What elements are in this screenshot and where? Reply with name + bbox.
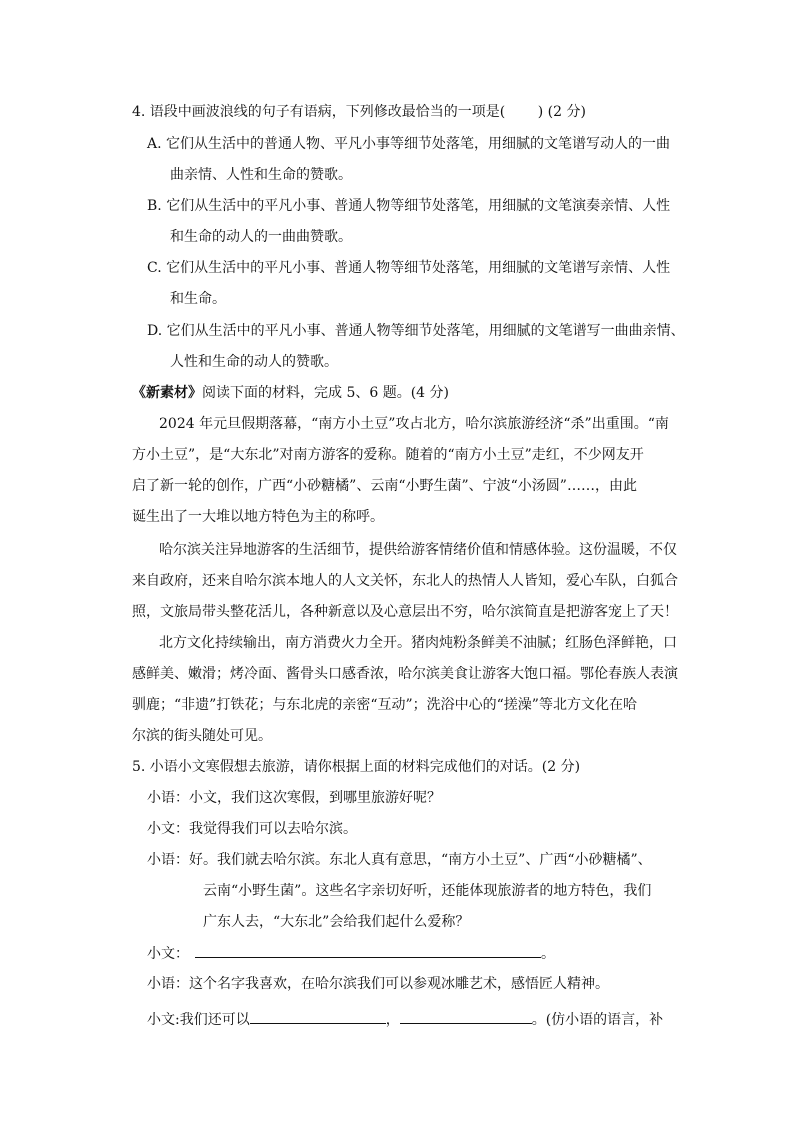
dialogue-6-mid: ，: [385, 1012, 400, 1028]
paragraph-2-line-3: 照，文旅局带头整花活儿，各种新意以及心意层出不穷，哈尔滨简直是把游客宠上了天！: [132, 604, 678, 620]
paragraph-3-line-3: 驯鹿；“非遗”打铁花；与东北虎的亲密“互动”；洗浴中心的“搓澡”等北方文化在哈: [132, 697, 637, 713]
answer-blank-2[interactable]: [250, 1009, 386, 1024]
paragraph-1-line-2: 方小土豆”，是“大东北”对南方游客的爱称。随着的“南方小土豆”走红，不少网友开: [132, 447, 644, 463]
dialogue-6-label: 小文:我们还可以: [147, 1012, 250, 1028]
option-b-line2: 和生命的动人的一曲曲赞歌。: [170, 229, 352, 245]
dialogue-line-2: 小文：我觉得我们可以去哈尔滨。: [147, 821, 357, 837]
option-d-line2: 人性和生命的动人的赞歌。: [170, 354, 338, 370]
option-a-line1: A. 它们从生活中的普通人物、平凡小事等细节处落笔，用细腻的文笔谱写动人的一曲: [147, 136, 671, 152]
option-a-line2: 曲亲情、人性和生命的赞歌。: [170, 167, 352, 183]
paragraph-1-line-4: 诞生出了一大堆以地方特色为主的称呼。: [132, 509, 384, 525]
paragraph-1-line-1: 2024 年元旦假期落幕，“南方小土豆”攻占北方，哈尔滨旅游经济“杀”出重围。“南: [159, 416, 669, 432]
dialogue-4-end: 。: [541, 946, 555, 962]
option-d-line1: D. 它们从生活中的平凡小事、普通人物等细节处落笔，用细腻的文笔谱写一曲曲亲情、: [147, 323, 685, 339]
question-4-stem: 4. 语段中画波浪线的句子有语病，下列修改最恰当的一项是( ) (2 分): [132, 104, 586, 120]
paragraph-3-line-2: 感鲜美、嫩滑；烤冷面、酱骨头口感香浓，哈尔滨美食让游客大饱口福。鄂伦春族人表演: [132, 666, 678, 682]
dialogue-line-3b: 云南“小野生菌”。这些名字亲切好听，还能体现旅游者的地方特色，我们: [203, 883, 652, 899]
question-5-stem: 5. 小语小文寒假想去旅游，请你根据上面的材料完成他们的对话。(2 分): [132, 759, 581, 775]
option-b-line1: B. 它们从生活中的平凡小事、普通人物等细节处落笔，用细腻的文笔演奏亲情、人性: [147, 198, 671, 214]
dialogue-line-3a: 小语：好。我们就去哈尔滨。东北人真有意思，“南方小土豆”、广西“小砂糖橘”、: [147, 852, 652, 868]
dialogue-line-1: 小语：小文，我们这次寒假，到哪里旅游好呢？: [147, 790, 441, 806]
paragraph-3-line-1: 北方文化持续输出，南方消费火力全开。猪肉炖粉条鲜美不油腻；红肠色泽鲜艳，口: [159, 635, 677, 651]
paragraph-2-line-1: 哈尔滨关注异地游客的生活细节，提供给游客情绪价值和情感体验。这份温暖，不仅: [159, 542, 677, 558]
answer-blank-1[interactable]: [195, 943, 541, 958]
option-c-line1: C. 它们从生活中的平凡小事、普通人物等细节处落笔，用细腻的文笔谱写亲情、人性: [147, 260, 671, 276]
material-heading: [132, 383, 449, 403]
option-c-line2: 和生命。: [170, 291, 226, 307]
answer-blank-3[interactable]: [400, 1009, 532, 1024]
paragraph-1-line-3: 启了新一轮的创作，广西“小砂糖橘”、云南“小野生菌”、宁波“小汤圆”……，由此: [132, 478, 637, 494]
dialogue-line-6: [147, 1009, 663, 1030]
dialogue-line-3c: 广东人去，“大东北”会给我们起什么爱称？: [203, 914, 470, 930]
dialogue-6-end: 。(仿小语的语言，补: [531, 1012, 664, 1028]
dialogue-4-label: 小文：: [147, 946, 189, 962]
dialogue-line-4: [147, 943, 555, 964]
paragraph-2-line-2: 来自政府，还来自哈尔滨本地人的人文关怀，东北人的热情人人皆知，爱心车队，白狐合: [132, 573, 678, 589]
dialogue-line-5: 小语：这个名字我喜欢，在哈尔滨我们可以参观冰雕艺术，感悟匠人精神。: [147, 976, 609, 992]
material-intro: 阅读下面的材料，完成 5、6 题。(4 分): [202, 385, 449, 401]
paragraph-3-line-4: 尔滨的街头随处可见。: [132, 728, 272, 744]
material-tag: 《新素材》: [132, 385, 202, 401]
